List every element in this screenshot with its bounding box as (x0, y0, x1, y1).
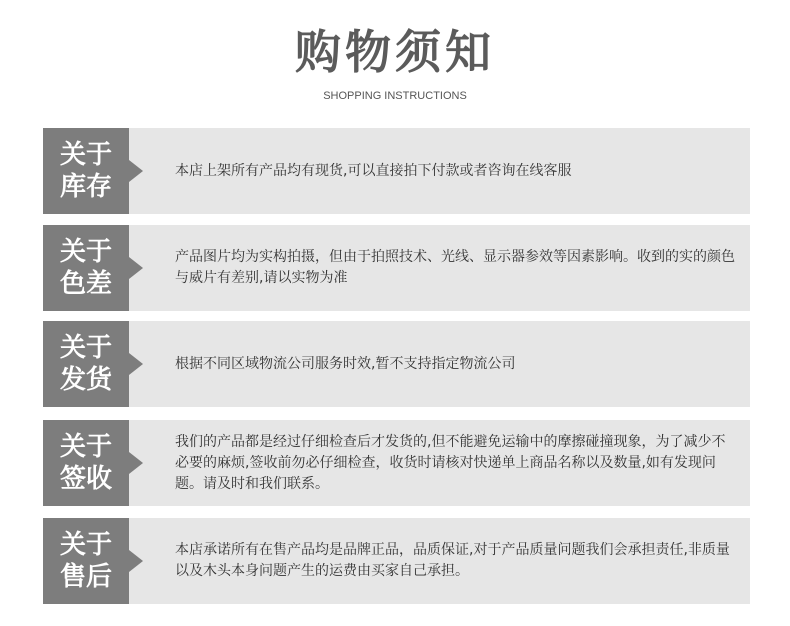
page-title: 购物须知 (295, 25, 495, 79)
section-tag (43, 128, 129, 214)
arrow-right-icon (129, 550, 143, 572)
section-shipping (43, 321, 750, 407)
tag-line2: 库存 (59, 172, 112, 202)
section-tag (43, 518, 129, 604)
tag-line1: 关于 (59, 432, 112, 462)
section-after-sales (43, 518, 750, 604)
tag-line1: 关于 (59, 237, 112, 267)
arrow-right-icon (129, 452, 143, 474)
section-tag (43, 321, 129, 407)
section-text: 本店承诺所有在售产品均是品牌正品，品质保证,对于产品质量问题我们会承担责任,非质量以及木头本身问题产生的运费由买家自己承担。 (175, 542, 730, 579)
section-inventory (43, 128, 750, 214)
arrow-right-icon (129, 353, 143, 375)
section-tag (43, 420, 129, 506)
arrow-right-icon (129, 160, 143, 182)
tag-line2: 签收 (59, 464, 112, 494)
section-receipt (43, 420, 750, 506)
section-text: 产品图片均为实构拍摄，但由于拍照技术、光线、显示器参效等因素影响。收到的实的颜色与威片有差别,请以实物为准 (175, 249, 735, 286)
tag-line1: 关于 (59, 530, 112, 560)
arrow-right-icon (129, 257, 143, 279)
section-text: 根据不同区域物流公司服务时效,暂不支持指定物流公司 (175, 355, 516, 372)
tag-line2: 发货 (59, 365, 112, 395)
tag-line2: 售后 (59, 562, 112, 592)
section-tag (43, 225, 129, 311)
section-text: 本店上架所有产品均有现货,可以直接拍下付款或者咨询在线客服 (175, 162, 572, 179)
section-color-difference (43, 225, 750, 311)
tag-line1: 关于 (59, 333, 112, 363)
section-text: 我们的产品都是经过仔细检查后才发货的,但不能避免运输中的摩擦碰撞现象，为了减少不必要的麻烦,签收前勿必仔细检查，收货时请核对快递单上商品名称以及数量,如有发现问题。请及时和我们联系。 (175, 433, 726, 492)
tag-line2: 色差 (59, 269, 112, 299)
page-subtitle: SHOPPING INSTRUCTIONS (323, 90, 467, 102)
tag-line1: 关于 (59, 140, 112, 170)
